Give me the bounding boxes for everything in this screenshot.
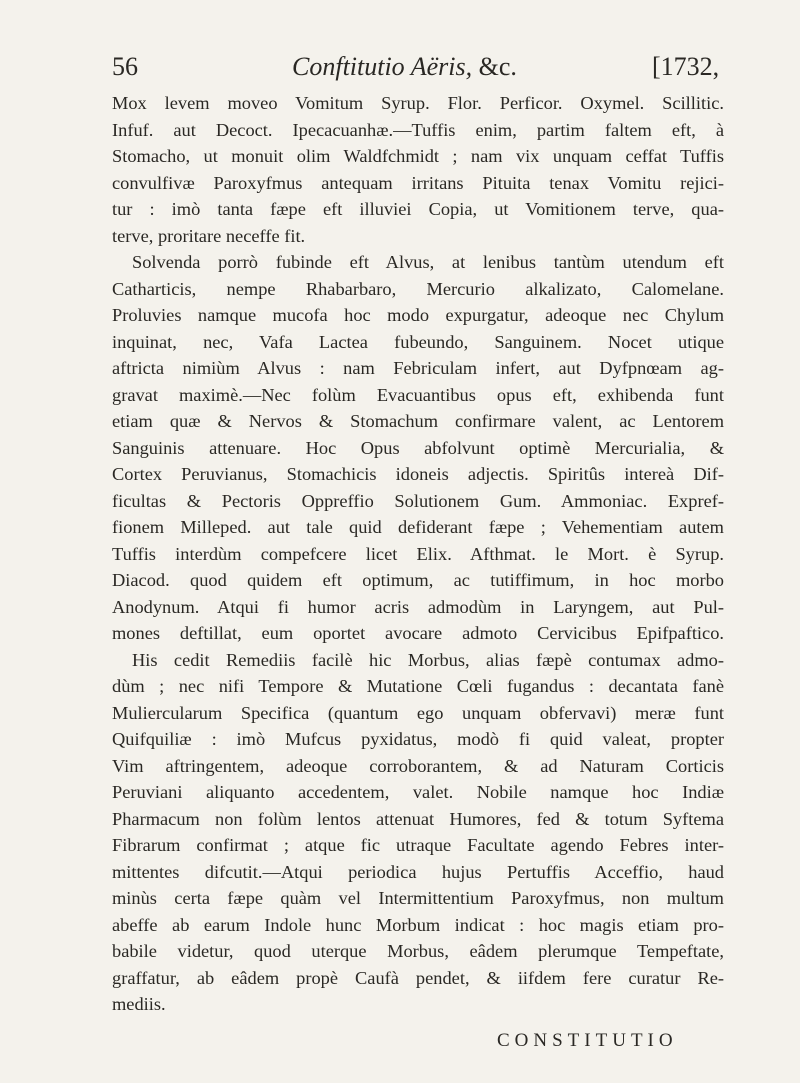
text-line: ficultas & Pectoris Oppreffio Solutionem Gum. Ammoniac. Expref- (112, 490, 724, 511)
text-line: graffatur, ab eâdem propè Caufà pendet, & iifdem fere curatur Re- (112, 967, 724, 988)
running-title (292, 52, 517, 82)
running-title-text: Conftitutio Aëris, (292, 52, 473, 81)
text-line: terve, proritare neceffe fit. (112, 225, 306, 246)
text-line: mones deftillat, eum oportet avocare admoto Cervicibus Epifpaftico. (112, 623, 724, 643)
text-line: etiam quæ & Nervos & Stomachum confirmare valent, ac Lentorem (112, 411, 724, 431)
text-line: Diacod. quod quidem eft optimum, ac tutiffimum, in hoc morbo (112, 570, 724, 590)
catchword: CONSTITUTIO (497, 1030, 678, 1051)
text-line: Catharticis, nempe Rhabarbaro, Mercurio alkalizato, Calomelane. (112, 278, 724, 299)
text-line: fionem Milleped. aut tale quid defiderant fæpe ; Vehementiam autem (112, 517, 724, 537)
text-line: Stomacho, ut monuit olim Waldfchmidt ; nam vix unquam ceffat Tuffis (112, 146, 724, 166)
text-line: Mox levem moveo Vomitum Syrup. Flor. Perficor. Oxymel. Scillitic. (112, 93, 724, 113)
text-line: Cortex Peruvianus, Stomachicis idoneis adjectis. Spiritûs intereà Dif- (112, 464, 724, 484)
text-line: convulfivæ Paroxyfmus antequam irritans Pituita tenax Vomitu rejici- (112, 172, 724, 193)
text-line: Peruviani aliquanto accedentem, valet. Nobile namque hoc Indiæ (112, 782, 724, 802)
text-line: mittentes difcutit.—Atqui periodica hujus Pertuffis Acceffio, haud (112, 861, 724, 882)
text-line: tur : imò tanta fæpe eft illuviei Copia, ut Vomitionem terve, qua- (112, 199, 724, 219)
running-title-etc: &c. (478, 52, 517, 81)
text-line: Proluvies namque mucofa hoc modo expurgatur, adeoque nec Chylum (112, 305, 724, 325)
text-line: Anodynum. Atqui fi humor acris admodùm in Laryngem, aut Pul- (112, 596, 724, 617)
text-line: minùs certa fæpe quàm vel Intermittentium Paroxyfmus, non multum (112, 888, 724, 908)
text-line: Tuffis interdùm compefcere licet Elix. Afthmat. le Mort. è Syrup. (112, 543, 724, 564)
text-line: Pharmacum non folùm lentos attenuat Humores, fed & totum Syftema (112, 808, 724, 829)
text-line: Muliercularum Specifica (quantum ego unquam obfervavi) meræ funt (112, 702, 724, 723)
page-header (112, 52, 760, 92)
text-line: aftricta nimiùm Alvus : nam Febriculam infert, aut Dyfpnœam ag- (112, 358, 724, 378)
body-text (112, 90, 724, 1018)
text-line: His cedit Remediis facilè hic Morbus, alias fæpè contumax admo- (132, 649, 724, 670)
text-line: Vim aftringentem, adeoque corroborantem, & ad Naturam Corticis (112, 755, 724, 776)
text-line: Fibrarum confirmat ; atque fic utraque Facultate agendo Febres inter- (112, 835, 724, 855)
text-line: dùm ; nec nifi Tempore & Mutatione Cœli fugandus : decantata fanè (112, 676, 724, 696)
text-line: mediis. (112, 994, 166, 1014)
text-line: Solvenda porrò fubinde eft Alvus, at lenibus tantùm utendum eft (132, 252, 724, 272)
text-line: Sanguinis attenuare. Hoc Opus abfolvunt optimè Mercurialia, & (112, 437, 724, 458)
text-line: Infuf. aut Decoct. Ipecacuanhæ.—Tuffis enim, partim faltem eft, à (112, 119, 724, 140)
text-line: abeffe ab earum Indole hunc Morbum indicat : hoc magis etiam pro- (112, 914, 724, 935)
text-line: inquinat, nec, Vafa Lactea fubeundo, Sanguinem. Nocet utique (112, 331, 724, 352)
text-line: gravat maximè.—Nec folùm Evacuantibus opus eft, exhibenda funt (112, 384, 724, 405)
text-line: Quifquiliæ : imò Mufcus pyxidatus, modò fi quid valeat, propter (112, 729, 724, 749)
year-bracket: [1732, (652, 52, 720, 81)
text-line: babile videtur, quod uterque Morbus, eâdem plerumque Tempeftate, (112, 941, 724, 961)
page-number: 56 (112, 52, 138, 81)
